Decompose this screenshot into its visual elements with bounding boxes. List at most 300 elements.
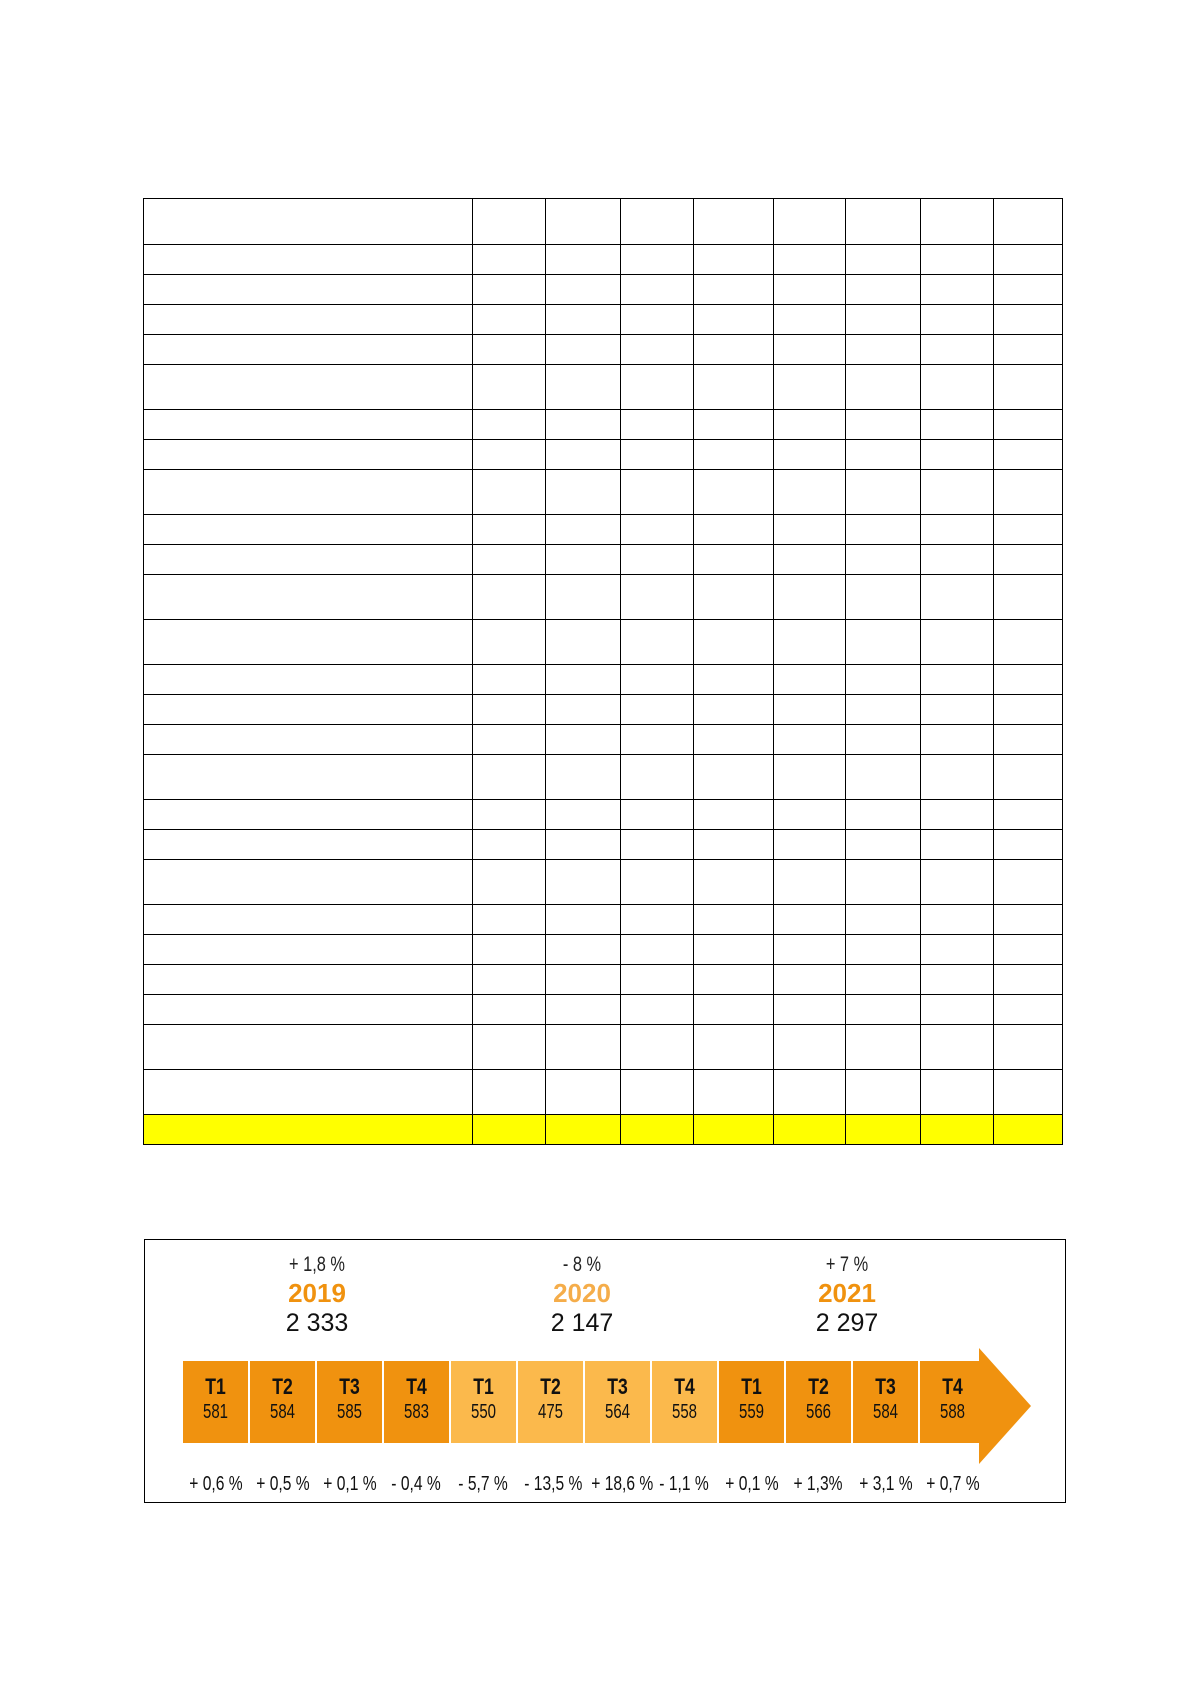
table-cell	[546, 1070, 621, 1115]
table-cell	[473, 410, 546, 440]
table-cell	[846, 245, 921, 275]
table-row	[144, 830, 1063, 860]
table-cell	[144, 275, 473, 305]
quarter-change: - 5,7 %	[458, 1473, 508, 1495]
quarter-value: 550	[470, 1401, 497, 1423]
table-cell	[994, 305, 1063, 335]
table-cell	[473, 1025, 546, 1070]
table-cell	[994, 935, 1063, 965]
table-cell	[144, 335, 473, 365]
table-cell	[774, 575, 846, 620]
quarter-box	[920, 1361, 985, 1443]
table-cell	[546, 275, 621, 305]
table-cell	[621, 755, 694, 800]
table-cell	[846, 440, 921, 470]
table-cell	[994, 440, 1063, 470]
table-row	[144, 515, 1063, 545]
table-cell	[994, 545, 1063, 575]
table-cell	[621, 995, 694, 1025]
table-cell	[921, 575, 994, 620]
table-row	[144, 410, 1063, 440]
table-cell	[994, 1025, 1063, 1070]
table-cell	[846, 995, 921, 1025]
table-row	[144, 275, 1063, 305]
quarter-name: T3	[875, 1374, 896, 1399]
quarter-change: + 3,1 %	[859, 1473, 913, 1495]
table-cell	[546, 365, 621, 410]
arrow-head-icon	[979, 1348, 1031, 1464]
table-cell	[546, 335, 621, 365]
quarter-box	[384, 1361, 449, 1443]
table-row	[144, 1070, 1063, 1115]
table-cell	[994, 725, 1063, 755]
table-cell	[921, 365, 994, 410]
table-cell	[774, 1115, 846, 1145]
table-cell	[921, 335, 994, 365]
table-cell	[846, 545, 921, 575]
table-cell	[994, 1070, 1063, 1115]
quarter-box	[317, 1361, 382, 1443]
table-cell	[694, 965, 774, 995]
quarter-box	[451, 1361, 516, 1443]
table-cell	[694, 575, 774, 620]
table-row	[144, 1025, 1063, 1070]
table-cell	[994, 1115, 1063, 1145]
table-cell	[774, 305, 846, 335]
table-row	[144, 755, 1063, 800]
table-row	[144, 725, 1063, 755]
table-cell	[774, 545, 846, 575]
table-cell	[921, 755, 994, 800]
table-cell	[694, 545, 774, 575]
table-cell	[546, 800, 621, 830]
year-change: + 1,8 %	[288, 1253, 346, 1276]
table-cell	[921, 860, 994, 905]
table-cell	[694, 410, 774, 440]
table-cell	[546, 1115, 621, 1145]
table-row	[144, 365, 1063, 410]
table-cell	[774, 440, 846, 470]
table-row	[144, 995, 1063, 1025]
table-cell	[846, 515, 921, 545]
table-cell	[846, 665, 921, 695]
table-cell	[546, 935, 621, 965]
table-row	[144, 695, 1063, 725]
table-cell	[621, 335, 694, 365]
table-cell	[694, 935, 774, 965]
table-cell	[621, 800, 694, 830]
table-cell	[473, 965, 546, 995]
table-cell	[774, 620, 846, 665]
table-cell	[921, 199, 994, 245]
table-cell	[921, 470, 994, 515]
quarter-value: 559	[738, 1401, 765, 1423]
table-row	[144, 860, 1063, 905]
year-label: 2020	[553, 1278, 611, 1308]
table-cell	[144, 515, 473, 545]
table-cell	[994, 830, 1063, 860]
table-row	[144, 245, 1063, 275]
year-total: 2 333	[285, 1309, 349, 1337]
quarter-name: T3	[607, 1374, 628, 1399]
quarter-change: - 0,4 %	[391, 1473, 441, 1495]
year-label: 2021	[818, 1278, 876, 1308]
table-cell	[921, 905, 994, 935]
table-cell	[846, 275, 921, 305]
table-cell	[473, 575, 546, 620]
table-cell	[846, 935, 921, 965]
table-row	[144, 935, 1063, 965]
table-cell	[921, 515, 994, 545]
table-cell	[846, 965, 921, 995]
table-cell	[473, 199, 546, 245]
table-cell	[144, 440, 473, 470]
table-cell	[473, 665, 546, 695]
table-cell	[994, 965, 1063, 995]
table-cell	[774, 965, 846, 995]
table-cell	[144, 305, 473, 335]
table-cell	[846, 620, 921, 665]
table-cell	[144, 725, 473, 755]
quarter-name: T4	[406, 1374, 427, 1399]
table-cell	[774, 935, 846, 965]
table-cell	[621, 830, 694, 860]
table-cell	[144, 575, 473, 620]
table-cell	[473, 275, 546, 305]
quarter-value: 558	[671, 1401, 698, 1423]
table-cell	[144, 470, 473, 515]
table-cell	[694, 245, 774, 275]
table-cell	[546, 199, 621, 245]
quarter-value: 588	[939, 1401, 966, 1423]
table-cell	[694, 860, 774, 905]
table-cell	[921, 245, 994, 275]
table-cell	[621, 695, 694, 725]
table-cell	[694, 620, 774, 665]
year-change: + 7 %	[825, 1253, 869, 1276]
quarter-value: 566	[805, 1401, 832, 1423]
table-cell	[774, 410, 846, 440]
table-cell	[694, 995, 774, 1025]
table-cell	[473, 305, 546, 335]
table-cell	[144, 905, 473, 935]
table-cell	[921, 1025, 994, 1070]
table-cell	[473, 440, 546, 470]
year-block-2020	[482, 1252, 682, 1338]
table-cell	[921, 440, 994, 470]
table-cell	[994, 620, 1063, 665]
table-cell	[774, 199, 846, 245]
table-cell	[846, 695, 921, 725]
table-cell	[144, 935, 473, 965]
table-row	[144, 470, 1063, 515]
table-cell	[546, 575, 621, 620]
table-cell	[994, 755, 1063, 800]
quarter-box	[250, 1361, 315, 1443]
year-block-2019	[217, 1252, 417, 1338]
quarter-change: - 1,1 %	[659, 1473, 709, 1495]
quarter-name: T1	[741, 1374, 762, 1399]
quarter-name: T1	[473, 1374, 494, 1399]
table-cell	[774, 725, 846, 755]
table-cell	[921, 800, 994, 830]
year-change: - 8 %	[562, 1253, 602, 1276]
table-cell	[846, 410, 921, 440]
quarter-change: + 0,1 %	[323, 1473, 377, 1495]
table-cell	[921, 965, 994, 995]
quarter-change: + 0,6 %	[189, 1473, 243, 1495]
table-cell	[694, 1070, 774, 1115]
table-cell	[621, 1070, 694, 1115]
quarter-box	[719, 1361, 784, 1443]
table-cell	[144, 245, 473, 275]
table-cell	[473, 755, 546, 800]
table-cell	[921, 545, 994, 575]
quarter-name: T4	[942, 1374, 963, 1399]
table-cell	[846, 1070, 921, 1115]
table-cell	[994, 995, 1063, 1025]
table-cell	[473, 1070, 546, 1115]
table-cell	[994, 470, 1063, 515]
quarter-box	[786, 1361, 851, 1443]
table-cell	[694, 470, 774, 515]
table-cell	[473, 365, 546, 410]
table-cell	[846, 860, 921, 905]
table-cell	[546, 515, 621, 545]
quarter-value: 584	[872, 1401, 899, 1423]
table-cell	[694, 515, 774, 545]
quarter-change: + 1,3%	[793, 1473, 843, 1495]
quarter-value: 564	[604, 1401, 631, 1423]
table-cell	[694, 695, 774, 725]
table-cell	[994, 800, 1063, 830]
table-cell	[846, 199, 921, 245]
table-cell	[621, 365, 694, 410]
table-cell	[694, 755, 774, 800]
table-cell	[621, 275, 694, 305]
table-cell	[621, 470, 694, 515]
table-cell	[473, 695, 546, 725]
table-cell	[994, 275, 1063, 305]
table-cell	[994, 365, 1063, 410]
table-cell	[921, 995, 994, 1025]
table-row	[144, 440, 1063, 470]
table-cell	[774, 695, 846, 725]
table-row	[144, 335, 1063, 365]
table-cell	[774, 830, 846, 860]
quarter-box	[183, 1361, 248, 1443]
table-cell	[846, 365, 921, 410]
total-row	[144, 1115, 1063, 1145]
table-cell	[621, 440, 694, 470]
table-cell	[846, 755, 921, 800]
table-cell	[546, 755, 621, 800]
table-cell	[774, 335, 846, 365]
table-cell	[846, 905, 921, 935]
table-row	[144, 620, 1063, 665]
quarter-name: T3	[339, 1374, 360, 1399]
table-cell	[921, 695, 994, 725]
table-cell	[921, 725, 994, 755]
table-cell	[144, 1025, 473, 1070]
table-cell	[774, 245, 846, 275]
table-cell	[473, 545, 546, 575]
table-cell	[621, 965, 694, 995]
table-cell	[144, 1115, 473, 1145]
table-cell	[546, 305, 621, 335]
quarter-value: 584	[269, 1401, 296, 1423]
table-cell	[546, 620, 621, 665]
table-cell	[774, 755, 846, 800]
table-cell	[621, 620, 694, 665]
table-row	[144, 545, 1063, 575]
table-cell	[921, 275, 994, 305]
table-cell	[473, 245, 546, 275]
table-cell	[144, 995, 473, 1025]
table-cell	[994, 665, 1063, 695]
table-cell	[621, 905, 694, 935]
table-cell	[694, 1025, 774, 1070]
quarter-name: T2	[540, 1374, 561, 1399]
table-cell	[546, 665, 621, 695]
table-cell	[694, 665, 774, 695]
quarter-name: T4	[674, 1374, 695, 1399]
table-cell	[846, 1025, 921, 1070]
table-cell	[921, 1115, 994, 1145]
table-cell	[546, 545, 621, 575]
table-cell	[473, 515, 546, 545]
table-cell	[921, 665, 994, 695]
table-cell	[473, 725, 546, 755]
table-cell	[774, 1025, 846, 1070]
year-total: 2 297	[815, 1309, 879, 1337]
table-cell	[774, 860, 846, 905]
quarter-value: 475	[537, 1401, 564, 1423]
table-cell	[846, 830, 921, 860]
year-block-2021	[747, 1252, 947, 1338]
data-table	[143, 198, 1063, 1145]
table-cell	[144, 545, 473, 575]
table-cell	[473, 905, 546, 935]
table-cell	[694, 335, 774, 365]
table-cell	[774, 665, 846, 695]
table-cell	[546, 245, 621, 275]
table-cell	[921, 1070, 994, 1115]
table-cell	[994, 860, 1063, 905]
table-cell	[846, 305, 921, 335]
table-cell	[921, 935, 994, 965]
table-cell	[994, 905, 1063, 935]
table-cell	[994, 199, 1063, 245]
table-cell	[774, 275, 846, 305]
table-cell	[144, 695, 473, 725]
table-cell	[694, 275, 774, 305]
table-cell	[144, 860, 473, 905]
table-cell	[694, 1115, 774, 1145]
quarter-name: T2	[272, 1374, 293, 1399]
table-cell	[546, 410, 621, 440]
table-cell	[694, 199, 774, 245]
table-cell	[546, 470, 621, 515]
table-cell	[694, 440, 774, 470]
quarter-box	[853, 1361, 918, 1443]
table-cell	[546, 725, 621, 755]
table-cell	[621, 515, 694, 545]
table-row	[144, 965, 1063, 995]
table-cell	[621, 860, 694, 905]
table-cell	[921, 830, 994, 860]
table-cell	[473, 830, 546, 860]
quarter-name: T1	[205, 1374, 226, 1399]
table-cell	[144, 830, 473, 860]
table-cell	[621, 725, 694, 755]
table-cell	[144, 199, 473, 245]
table-cell	[621, 410, 694, 440]
table-cell	[774, 1070, 846, 1115]
quarter-value: 581	[202, 1401, 229, 1423]
table-cell	[994, 575, 1063, 620]
table-cell	[473, 935, 546, 965]
quarterly-timeline	[144, 1239, 1066, 1503]
table-cell	[846, 725, 921, 755]
table-cell	[621, 575, 694, 620]
table-cell	[921, 410, 994, 440]
table-cell	[774, 905, 846, 935]
quarter-box	[585, 1361, 650, 1443]
table-cell	[144, 800, 473, 830]
table-cell	[546, 860, 621, 905]
table-cell	[846, 335, 921, 365]
table-cell	[994, 410, 1063, 440]
table-cell	[774, 515, 846, 545]
table-cell	[774, 470, 846, 515]
table-cell	[473, 1115, 546, 1145]
table-cell	[621, 305, 694, 335]
table-cell	[473, 800, 546, 830]
table-cell	[621, 1115, 694, 1145]
table-cell	[473, 335, 546, 365]
table-cell	[621, 1025, 694, 1070]
table-row	[144, 800, 1063, 830]
table-cell	[621, 935, 694, 965]
table-cell	[846, 1115, 921, 1145]
table-cell	[994, 515, 1063, 545]
table-cell	[774, 995, 846, 1025]
table-cell	[546, 995, 621, 1025]
table-cell	[694, 725, 774, 755]
quarter-change: + 0,7 %	[926, 1473, 980, 1495]
table-cell	[621, 545, 694, 575]
table-cell	[546, 905, 621, 935]
quarter-change: + 0,1 %	[725, 1473, 779, 1495]
table-cell	[473, 470, 546, 515]
table-row	[144, 199, 1063, 245]
quarter-change: + 0,5 %	[256, 1473, 310, 1495]
table-cell	[774, 800, 846, 830]
year-total: 2 147	[550, 1309, 614, 1337]
table-cell	[846, 575, 921, 620]
table-cell	[473, 620, 546, 665]
table-cell	[921, 305, 994, 335]
table-cell	[144, 410, 473, 440]
year-label: 2019	[288, 1278, 346, 1308]
table-cell	[546, 695, 621, 725]
quarter-change: + 18,6 %	[591, 1473, 654, 1495]
table-cell	[994, 245, 1063, 275]
quarter-change: - 13,5 %	[524, 1473, 583, 1495]
table-cell	[144, 755, 473, 800]
table-cell	[694, 905, 774, 935]
